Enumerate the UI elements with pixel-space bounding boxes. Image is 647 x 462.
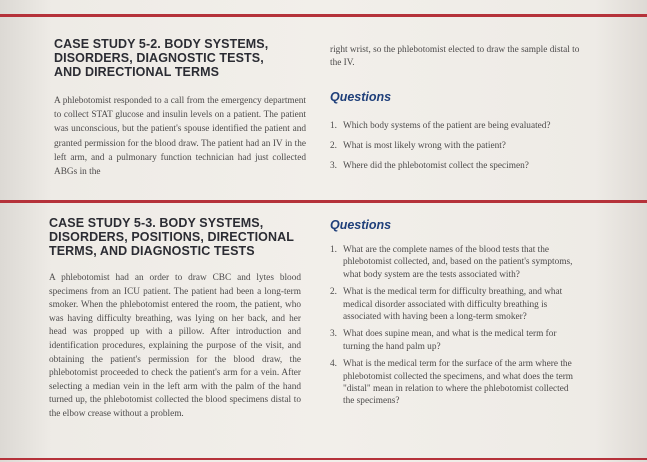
- question-text: What are the complete names of the blood tests that the phlebotomist collected, and, based on the patient's symptoms, what body system are the tests associated with?: [343, 245, 573, 280]
- case-study-5-3-title: CASE STUDY 5-3. BODY SYSTEMS, DISORDERS, POSITIONS, DIRECTIONAL TERMS, AND DIAGNOSTIC TESTS: [49, 216, 294, 258]
- case-study-5-2-body-continued: right wrist, so the phlebotomist elected to draw the sample distal to the IV.: [330, 45, 580, 68]
- question-text: Which body systems of the patient are being evaluated?: [343, 121, 551, 131]
- top-divider: [0, 14, 647, 17]
- question-text: What is the medical term for the surface of the arm where the phlebotomist collected the specimens, and what does the term "distal" mean in relation to where the phlebotomist collected the specimens?: [343, 359, 574, 407]
- question-text: What is most likely wrong with the patient?: [343, 141, 506, 151]
- questions-heading-5-2: Questions: [330, 90, 392, 104]
- question-number: 1.: [330, 245, 337, 255]
- questions-list-5-3: [330, 244, 578, 408]
- question-item: [330, 116, 585, 136]
- questions-heading-5-3: Questions: [330, 218, 392, 232]
- question-number: 2.: [330, 287, 337, 298]
- question-item: [330, 136, 585, 156]
- question-number: 2.: [330, 141, 337, 151]
- question-number: 3.: [330, 161, 337, 171]
- questions-list-5-2: [330, 116, 585, 176]
- question-number: 4.: [330, 359, 337, 370]
- case-study-5-2-title: CASE STUDY 5-2. BODY SYSTEMS, DISORDERS, DIAGNOSTIC TESTS, AND DIRECTIONAL TERMS: [54, 37, 269, 79]
- question-number: 1.: [330, 121, 337, 131]
- question-number: 3.: [330, 329, 337, 340]
- bottom-divider: [0, 458, 647, 460]
- question-text: What is the medical term for difficulty breathing, and what medical disorder associated with difficulty breathing is associated with having been a long-term smoker?: [343, 287, 563, 323]
- question-item: [330, 156, 585, 176]
- question-item: [330, 358, 578, 408]
- section-divider: [0, 200, 647, 203]
- question-text: What does supine mean, and what is the medical term for turning the hand palm up?: [343, 329, 557, 352]
- question-item: [330, 244, 578, 281]
- case-study-5-2-body: A phlebotomist responded to a call from the emergency department to collect STAT glucose and insulin levels on a patient. The patient was unconscious, but the patient's spouse identified the patient and granted permission for the blood draw. The patient had an IV in the left arm, and a pulmonary function technician had just collected ABGs in the: [54, 96, 306, 178]
- question-text: Where did the phlebotomist collect the specimen?: [343, 161, 529, 171]
- case-study-5-3-body: A phlebotomist had an order to draw CBC and lytes blood specimens from an ICU patient. The patient had been a long-term smoker. When the phlebotomist entered the room, the patient, who was having difficulty breathing, was lying on her back, and her head was propped up with a pillow. After introduction and identification procedures, explaining the purpose of the visit, and obtaining the patient's permission for the blood draw, the phlebotomist proceeded to check the patient's arm for a vein. After selecting a median vein in the left arm with the palm of the hand turned up, the phlebotomist collected the blood specimens distal to the elbow crease without a problem.: [49, 273, 301, 419]
- question-item: [330, 328, 578, 353]
- question-item: [330, 286, 578, 323]
